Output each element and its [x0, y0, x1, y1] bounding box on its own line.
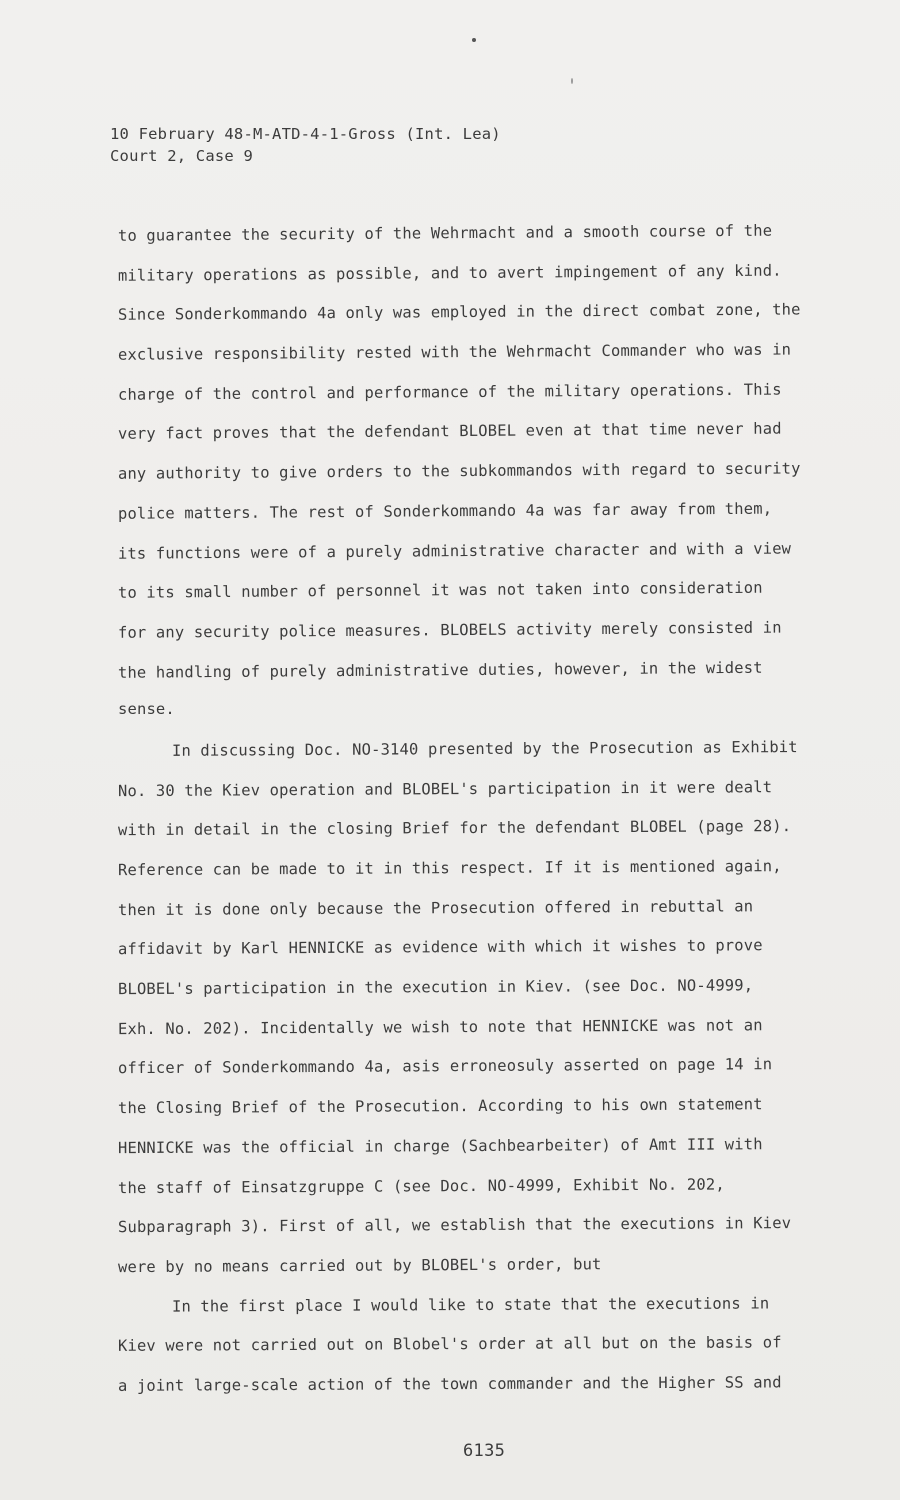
text-line: sense.	[118, 700, 175, 719]
text-line: Exh. No. 202). Incidentally we wish to note that HENNICKE was not an	[117, 1015, 763, 1038]
document-body	[118, 223, 828, 1414]
paragraph-first-line: In the first place I would like to state that the executions in	[171, 1294, 770, 1316]
text-line: with in detail in the closing Brief for the defendant BLOBEL (page 28).	[117, 817, 792, 840]
text-line: very fact proves that the defendant BLOBEL even at that time never had	[117, 420, 782, 444]
text-line: then it is done only because the Prosecution offered in rebuttal an	[117, 896, 754, 919]
text-line: charge of the control and performance of the military operations. This	[117, 380, 782, 404]
text-line: for any security police measures. BLOBELS activity merely consisted in	[117, 618, 782, 642]
text-line: its functions were of a purely administrative character and with a view	[117, 539, 792, 563]
text-line: Reference can be made to it in this respect. If it is mentioned again,	[117, 857, 782, 880]
text-line: Since Sonderkommando 4a only was employed in the direct combat zone, the	[117, 300, 801, 325]
text-line: a joint large-scale action of the town commander and the Higher SS and	[117, 1373, 782, 1395]
header-date-reference: 10 February 48-M-ATD-4-1-Gross (Int. Lea)	[110, 125, 501, 143]
text-line: to guarantee the security of the Wehrmacht and a smooth course of the	[117, 221, 773, 245]
header-court-case: Court 2, Case 9	[110, 147, 253, 165]
text-line: any authority to give orders to the subkommandos with regard to security	[117, 459, 801, 483]
text-line: BLOBEL's participation in the execution in Kiev. (see Doc. NO-4999,	[117, 976, 754, 999]
paragraph-first-line: In discussing Doc. NO-3140 presented by the Prosecution as Exhibit	[171, 737, 798, 760]
text-line: the handling of purely administrative duties, however, in the widest	[117, 658, 763, 682]
text-line: police matters. The rest of Sonderkommando 4a was far away from them,	[117, 499, 773, 523]
text-line: were by no means carried out by BLOBEL's order, but	[117, 1255, 602, 1277]
page-number: 6135	[463, 1441, 506, 1461]
text-line: exclusive responsibility rested with the Wehrmacht Commander who was in	[117, 340, 792, 364]
paper-speck	[472, 38, 476, 42]
document-header	[110, 123, 501, 167]
text-line: the Closing Brief of the Prosecution. According to his own statement	[117, 1095, 763, 1118]
paper-speck	[571, 78, 573, 84]
text-line: Kiev were not carried out on Blobel's order at all but on the basis of	[117, 1333, 782, 1356]
text-line: the staff of Einsatzgruppe C (see Doc. NO-4999, Exhibit No. 202,	[117, 1174, 725, 1197]
text-line: No. 30 the Kiev operation and BLOBEL's participation in it were dealt	[117, 777, 773, 800]
text-line: military operations as possible, and to avert impingement of any kind.	[117, 261, 782, 285]
text-line: to its small number of personnel it was not taken into consideration	[117, 578, 763, 602]
text-line: Subparagraph 3). First of all, we establish that the executions in Kiev	[117, 1214, 792, 1237]
text-line: HENNICKE was the official in charge (Sachbearbeiter) of Amt III with	[117, 1135, 763, 1157]
text-line: officer of Sonderkommando 4a, asis erroneosuly asserted on page 14 in	[117, 1055, 773, 1078]
text-line: affidavit by Karl HENNICKE as evidence with which it wishes to prove	[117, 936, 763, 959]
